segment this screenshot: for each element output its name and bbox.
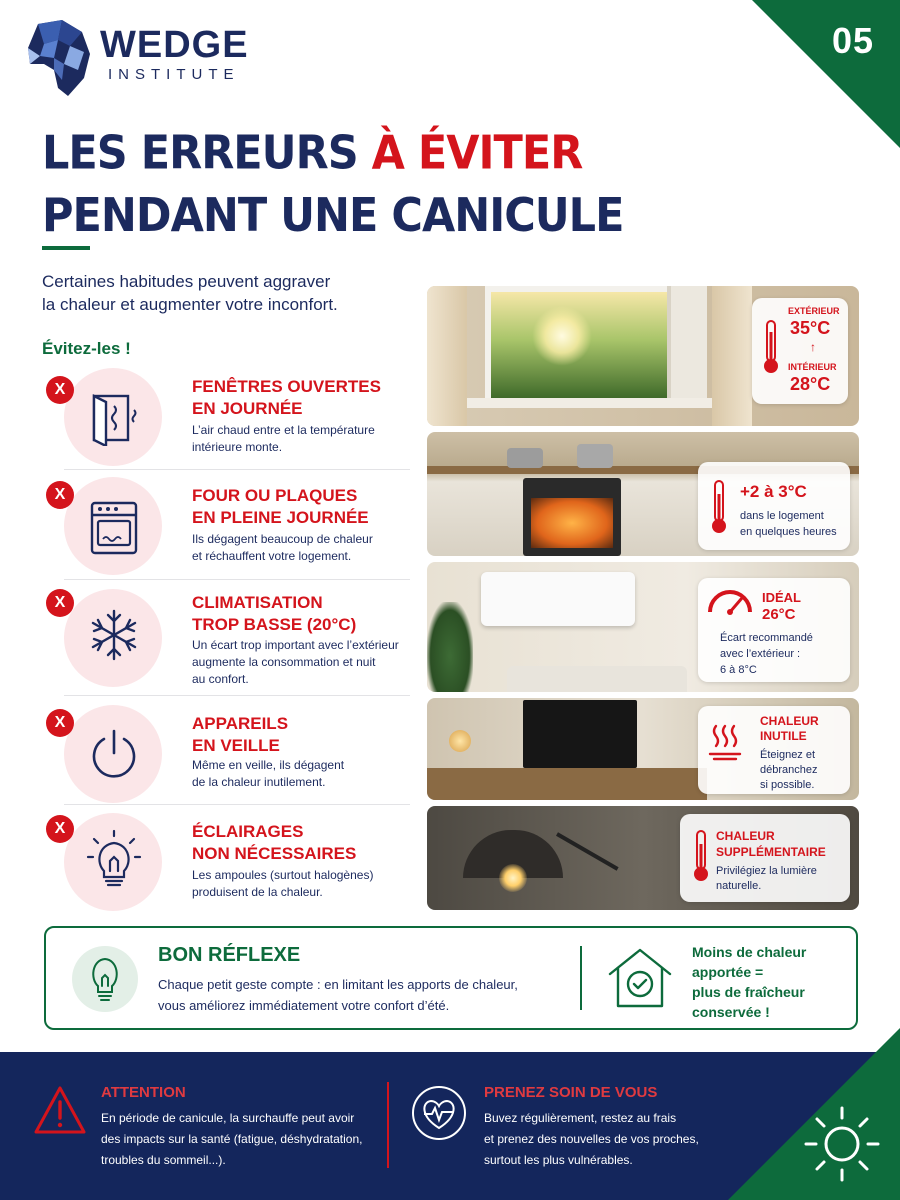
item-description: Même en veille, ils dégagent de la chaleur inutilement. <box>192 758 345 789</box>
lamp-arm <box>556 832 619 870</box>
thermometer-icon <box>690 828 712 884</box>
exterior-temp: 35°C <box>790 318 831 338</box>
good-reflex-text: Chaque petit geste compte : en limitant les apports de chaleur, vous améliorez immédiatement votre confort d’été. <box>158 977 518 1013</box>
lighting-card <box>680 814 850 902</box>
oven-icon <box>88 499 140 557</box>
good-reflex-box <box>44 926 858 1030</box>
title-part-1: LES ERREURS <box>42 126 372 181</box>
item-description: Les ampoules (surtout halogènes) produisent de la chaleur. <box>192 868 374 899</box>
lighting-card-text: Privilégiez la lumière naturelle. <box>716 865 817 892</box>
heat-increase: +2 à 3°C <box>740 482 807 501</box>
care-title: PRENEZ SOIN DE VOUS <box>484 1084 658 1101</box>
x-badge: X <box>46 376 74 404</box>
thermometer-icon <box>760 318 782 376</box>
corner-triangle <box>752 0 900 148</box>
lighting-card-title: CHALEUR SUPPLÉMENTAIRE <box>716 829 826 859</box>
oven <box>523 478 621 556</box>
plant <box>427 602 473 692</box>
item-title: FOUR OU PLAQUES EN PLEINE JOURNÉE <box>192 486 369 527</box>
ideal-text: Écart recommandé avec l’extérieur : 6 à 8°C <box>720 632 813 676</box>
title-line-2: PENDANT UNE CANICULE <box>42 188 624 243</box>
open-window-pane <box>667 286 707 404</box>
oven-heat-card <box>698 462 850 550</box>
tv-cabinet <box>427 768 707 800</box>
divider <box>64 579 410 580</box>
lamp-bulb-glow <box>499 864 527 892</box>
standby-card-title: CHALEUR INUTILE <box>760 714 819 743</box>
pot <box>507 448 543 468</box>
sun-icon <box>800 1102 884 1186</box>
snowflake-icon <box>86 607 142 663</box>
sofa <box>507 666 687 692</box>
brand-name: WEDGE <box>100 24 249 66</box>
standby-card <box>698 706 850 794</box>
x-badge: X <box>46 481 74 509</box>
mistake-item-window <box>40 368 410 468</box>
care-text: Buvez régulièrement, restez au frais et prenez des nouvelles de vos proches, surtout les plus vulnérables. <box>484 1111 699 1167</box>
interior-temp: 28°C <box>790 374 831 394</box>
standby-card-text: Éteignez et débranchez si possible. <box>760 749 818 791</box>
divider <box>580 946 582 1010</box>
item-title: CLIMATISATION TROP BASSE (20°C) <box>192 593 357 634</box>
item-description: Un écart trop important avec l’extérieur augmente la consommation et nuit au confort. <box>192 638 399 686</box>
x-badge: X <box>46 709 74 737</box>
x-badge: X <box>46 815 74 843</box>
intro-cta: Évitez-les ! <box>42 339 131 358</box>
gauge-icon <box>706 586 754 616</box>
heat-increase-text: dans le logement en quelques heures <box>740 510 837 538</box>
ac-ideal-card <box>698 578 850 682</box>
arrow-up-icon: ↑ <box>810 340 816 354</box>
divider <box>64 695 410 696</box>
attention-text: En période de canicule, la surchauffe peut avoir des impacts sur la santé (fatigue, déshydratation, troubles du sommeil...). <box>101 1111 363 1167</box>
mistake-item-standby <box>40 705 410 801</box>
item-title: ÉCLAIRAGES NON NÉCESSAIRES <box>192 822 357 863</box>
exterior-label: EXTÉRIEUR <box>788 306 840 316</box>
title-highlight: À ÉVITER <box>371 126 583 181</box>
pot <box>577 444 613 468</box>
divider <box>64 804 410 805</box>
mistake-item-ac <box>40 587 410 693</box>
title-underline <box>42 246 90 250</box>
page-number: 05 <box>831 20 874 61</box>
temperature-card <box>752 298 848 404</box>
sun-glare <box>532 306 592 366</box>
heat-waves-icon <box>708 722 742 762</box>
divider <box>64 469 410 470</box>
item-title: FENÊTRES OUVERTES EN JOURNÉE <box>192 377 381 418</box>
attention-title: ATTENTION <box>101 1084 186 1101</box>
page-title <box>42 122 623 247</box>
ideal-temp: 26°C <box>762 606 796 623</box>
divider <box>387 1082 389 1168</box>
interior-label: INTÉRIEUR <box>788 362 837 372</box>
television <box>523 700 637 768</box>
thermometer-icon <box>708 478 730 536</box>
good-reflex-title: BON RÉFLEXE <box>158 944 301 966</box>
brand-subtitle: INSTITUTE <box>108 66 240 83</box>
mistake-item-lighting <box>40 813 410 913</box>
good-reflex-side-text: Moins de chaleur apportée = plus de fraîcheur conservée ! <box>692 944 807 1020</box>
item-description: Ils dégagent beaucoup de chaleur et réchauffent votre logement. <box>192 532 373 563</box>
ac-unit <box>481 572 635 626</box>
lightbulb-icon <box>86 827 142 893</box>
warning-icon <box>32 1084 88 1136</box>
item-title: APPAREILS EN VEILLE <box>192 714 289 755</box>
item-description: L’air chaud entre et la température intérieure monte. <box>192 423 375 454</box>
ideal-label: IDÉAL <box>762 590 801 605</box>
x-badge: X <box>46 589 74 617</box>
curtain-right <box>712 286 752 426</box>
lightbulb-icon <box>86 954 124 1004</box>
power-icon <box>88 727 140 781</box>
intro-text: Certaines habitudes peuvent aggraver la chaleur et augmenter votre inconfort. <box>42 272 338 314</box>
mistake-item-oven <box>40 477 410 577</box>
oven-window <box>531 498 613 548</box>
heart-pulse-icon <box>410 1084 468 1142</box>
table-lamp <box>449 730 471 752</box>
window-sill <box>467 398 717 408</box>
open-window-icon <box>88 390 140 446</box>
curtain-left <box>427 286 467 426</box>
lion-logo-icon <box>24 18 94 98</box>
house-check-icon <box>606 946 674 1010</box>
